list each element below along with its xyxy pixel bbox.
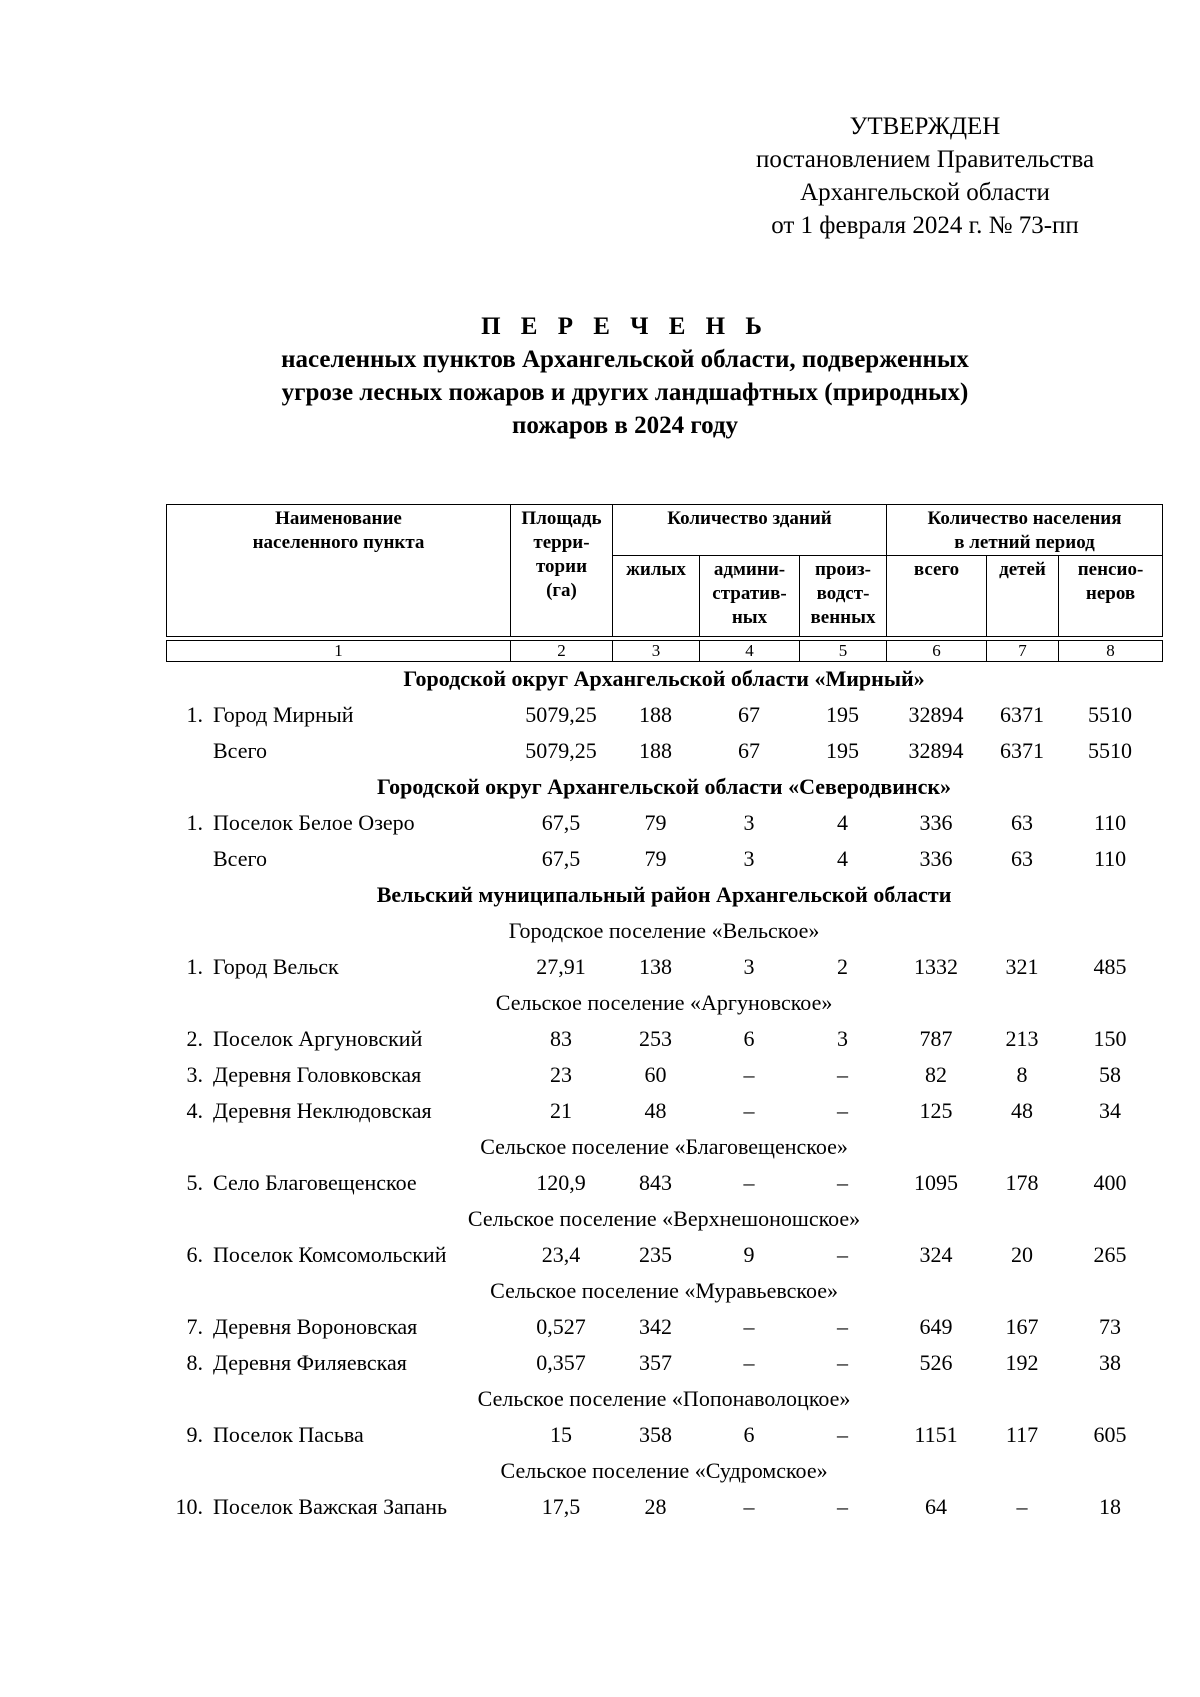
area-cell: 27,91 [536,954,586,979]
column-number: 3 [613,641,700,662]
column-number: 7 [987,641,1059,662]
header-text: (га) [546,580,577,601]
population-total-cell: 32894 [908,702,964,727]
pensioners-cell: 58 [1099,1062,1122,1087]
settlement-name: Деревня Неклюдовская [213,1098,432,1123]
document-title [200,310,1050,442]
section-heading-row [166,769,1162,805]
header-children [987,556,1059,637]
children-cell: 63 [1011,810,1033,835]
title-line: пожаров в 2024 году [511,412,739,439]
row-number: 4. [186,1098,203,1123]
section-heading: Вельский муниципальный район Архангельской области [376,882,952,907]
header-text: пенсио- [1077,559,1144,580]
subsection-heading: Сельское поселение «Аргуновское» [495,990,833,1015]
residential-cell: 235 [639,1242,672,1267]
pensioners-cell: 110 [1093,846,1127,871]
settlement-name: Поселок Аргуновский [213,1026,423,1051]
production-cell: – [837,1242,848,1267]
row-number: 2. [186,1026,203,1051]
administrative-cell: – [743,1314,755,1339]
settlement-name: Поселок Пасьва [213,1422,364,1447]
row-number: 7. [186,1314,203,1339]
settlement-name: Село Благовещенское [213,1170,417,1195]
settlement-name: Поселок Белое Озеро [213,810,415,835]
population-total-cell: 336 [919,810,953,835]
administrative-cell: – [743,1350,755,1375]
settlement-name: Деревня Вороновская [213,1314,418,1339]
children-cell: 321 [1005,954,1039,979]
settlement-name: Деревня Головковская [213,1062,422,1087]
administrative-cell: 6 [743,1026,755,1051]
pensioners-cell: 18 [1099,1494,1122,1519]
administrative-cell: 67 [738,702,760,727]
header-area [511,505,613,637]
production-cell: 4 [837,810,848,835]
pensioners-cell: 34 [1099,1098,1122,1123]
production-cell: 2 [837,954,848,979]
pensioners-cell: 5510 [1088,738,1133,763]
section-heading-row [166,877,1162,913]
residential-cell: 188 [639,702,672,727]
header-text: жилых [626,559,686,580]
population-total-cell: 64 [925,1494,947,1519]
settlement-name: Всего [213,846,267,871]
population-total-cell: 1151 [914,1422,958,1447]
children-cell: 6371 [1000,702,1044,727]
residential-cell: 357 [639,1350,672,1375]
header-text: Площадь [521,508,602,529]
table-row [166,1057,1162,1093]
header-text: Наименование [275,508,402,529]
table-row [166,1309,1162,1345]
subsection-heading-row [166,985,1162,1021]
area-cell: 5079,25 [525,702,597,727]
children-cell: 20 [1011,1242,1033,1267]
row-number: 6. [186,1242,203,1267]
table-row [166,841,1162,877]
children-cell: 192 [1005,1350,1039,1375]
area-cell: 17,5 [541,1494,581,1519]
header-text: терри- [533,532,590,553]
production-cell: – [837,1062,848,1087]
production-cell: – [837,1098,848,1123]
settlement-name: Город Мирный [213,702,354,727]
header-population [887,505,1163,556]
header-text: водст- [816,583,870,604]
residential-cell: 342 [639,1314,672,1339]
residential-cell: 60 [644,1062,667,1087]
row-number: 10. [175,1494,203,1519]
subsection-heading: Городское поселение «Вельское» [508,918,820,943]
area-cell: 67,5 [541,846,581,871]
table-row [166,1417,1162,1453]
children-cell: – [1016,1494,1028,1519]
approval-stamp [700,110,1150,242]
administrative-cell: 3 [743,954,755,979]
area-cell: 0,357 [536,1350,586,1375]
population-total-cell: 649 [919,1314,953,1339]
settlement-name: Город Вельск [213,954,339,979]
title-heading: П Е Р Е Ч Е Н Ь [481,313,769,340]
header-text: венных [810,607,876,628]
table-row [166,1021,1162,1057]
table-row [166,1345,1162,1381]
settlement-name: Поселок Комсомольский [213,1242,447,1267]
table-body [166,661,1162,1525]
subsection-heading-row [166,1453,1162,1489]
settlement-name: Деревня Филяевская [213,1350,407,1375]
population-total-cell: 82 [925,1062,947,1087]
area-cell: 23,4 [541,1242,581,1267]
administrative-cell: – [743,1494,755,1519]
production-cell: 195 [826,702,859,727]
children-cell: 117 [1005,1422,1039,1447]
children-cell: 63 [1011,846,1033,871]
population-total-cell: 324 [919,1242,953,1267]
subsection-heading-row [166,1129,1162,1165]
residential-cell: 138 [639,954,672,979]
header-production [800,556,887,637]
column-number: 1 [167,641,511,662]
header-text: неров [1085,583,1136,604]
production-cell: 195 [826,738,859,763]
administrative-cell: – [743,1098,755,1123]
subsection-heading: Сельское поселение «Муравьевское» [490,1278,838,1303]
settlement-name: Поселок Важская Запань [213,1494,447,1519]
header-text: админи- [713,559,786,580]
production-cell: – [837,1314,848,1339]
header-text: тории [535,556,588,577]
pensioners-cell: 73 [1099,1314,1122,1339]
title-line: населенных пунктов Архангельской области, подверженных [281,346,969,373]
population-total-cell: 125 [919,1098,953,1123]
area-cell: 21 [550,1098,572,1123]
header-text: стратив- [712,583,787,604]
production-cell: – [837,1422,848,1447]
table-row [166,1489,1162,1525]
header-text: детей [999,559,1046,580]
children-cell: 178 [1005,1170,1039,1195]
residential-cell: 28 [644,1494,667,1519]
header-text: Количество населения [927,508,1122,529]
table-row [166,805,1162,841]
column-number: 6 [887,641,987,662]
row-number: 9. [186,1422,203,1447]
header-text: в летний период [954,532,1095,553]
area-cell: 120,9 [536,1170,586,1195]
administrative-cell: 9 [743,1242,755,1267]
population-total-cell: 787 [919,1026,953,1051]
header-name [167,505,511,637]
production-cell: 4 [837,846,848,871]
administrative-cell: – [743,1170,755,1195]
administrative-cell: 3 [743,846,755,871]
pensioners-cell: 150 [1093,1026,1127,1051]
pensioners-cell: 400 [1093,1170,1127,1195]
area-cell: 5079,25 [525,738,597,763]
subsection-heading: Сельское поселение «Судромское» [500,1458,828,1483]
header-text: ных [731,607,768,628]
residential-cell: 48 [644,1098,667,1123]
subsection-heading-row [166,1273,1162,1309]
table-row [166,733,1162,769]
table-row [166,1093,1162,1129]
children-cell: 167 [1005,1314,1039,1339]
population-total-cell: 1332 [914,954,958,979]
production-cell: – [837,1170,848,1195]
administrative-cell: 3 [743,810,755,835]
row-number [166,841,211,877]
pensioners-cell: 38 [1099,1350,1122,1375]
administrative-cell: – [743,1062,755,1087]
header-text: всего [913,559,960,580]
table-row [166,1165,1162,1201]
row-number: 5. [186,1170,203,1195]
children-cell: 6371 [1000,738,1044,763]
area-cell: 23 [550,1062,572,1087]
row-number: 3. [186,1062,203,1087]
subsection-heading: Сельское поселение «Попонаволоцкое» [477,1386,851,1411]
row-number: 8. [186,1350,203,1375]
row-number: 1. [186,954,203,979]
row-number: 1. [186,702,203,727]
pensioners-cell: 485 [1093,954,1127,979]
subsection-heading-row [166,913,1162,949]
pensioners-cell: 265 [1093,1242,1127,1267]
header-text: произ- [815,559,871,580]
section-heading: Городской округ Архангельской области «Мирный» [403,666,925,691]
row-number: 1. [186,810,203,835]
row-number [166,733,211,769]
title-line: угрозе лесных пожаров и других ландшафтных (природных) [281,379,969,406]
pensioners-cell: 5510 [1088,702,1133,727]
administrative-cell: 6 [743,1422,755,1447]
area-cell: 15 [550,1422,572,1447]
header-text: населенного пункта [252,532,425,553]
children-cell: 8 [1016,1062,1028,1087]
area-cell: 83 [550,1026,572,1051]
section-heading: Городской округ Архангельской области «Северодвинск» [377,774,952,799]
area-cell: 67,5 [541,810,581,835]
residential-cell: 188 [639,738,672,763]
table-row [166,949,1162,985]
column-number: 4 [700,641,800,662]
column-number: 2 [511,641,613,662]
approval-line: постановлением Правительства [755,146,1095,173]
subsection-heading: Сельское поселение «Верхнешоношское» [467,1206,861,1231]
table-row [166,697,1162,733]
residential-cell: 843 [639,1170,672,1195]
section-heading-row [166,661,1162,697]
production-cell: – [837,1350,848,1375]
residential-cell: 79 [644,846,667,871]
production-cell: – [837,1494,848,1519]
table-row [166,1237,1162,1273]
subsection-heading-row [166,1381,1162,1417]
children-cell: 48 [1011,1098,1033,1123]
children-cell: 213 [1005,1026,1039,1051]
subsection-heading-row [166,1201,1162,1237]
header-pensioners [1059,556,1163,637]
area-cell: 0,527 [536,1314,586,1339]
approval-line: Архангельской области [800,179,1050,206]
header-residential [613,556,700,637]
column-number: 5 [800,641,887,662]
residential-cell: 253 [639,1026,672,1051]
column-number: 8 [1059,641,1163,662]
table-header [166,504,1163,637]
header-total [887,556,987,637]
header-administrative [700,556,800,637]
residential-cell: 79 [644,810,667,835]
approval-line: от 1 февраля 2024 г. № 73-пп [771,212,1079,239]
settlements-table [166,661,1162,1525]
approval-line: УТВЕРЖДЕН [849,113,1001,140]
pensioners-cell: 605 [1093,1422,1127,1447]
residential-cell: 358 [639,1422,672,1447]
production-cell: 3 [837,1026,848,1051]
administrative-cell: 67 [738,738,760,763]
settlement-name: Всего [213,738,267,763]
population-total-cell: 32894 [908,738,964,763]
population-total-cell: 1095 [914,1170,958,1195]
population-total-cell: 336 [919,846,953,871]
header-buildings: Количество зданий [613,505,887,556]
population-total-cell: 526 [919,1350,953,1375]
column-numbers-row [166,640,1163,662]
pensioners-cell: 110 [1093,810,1127,835]
subsection-heading: Сельское поселение «Благовещенское» [480,1134,848,1159]
